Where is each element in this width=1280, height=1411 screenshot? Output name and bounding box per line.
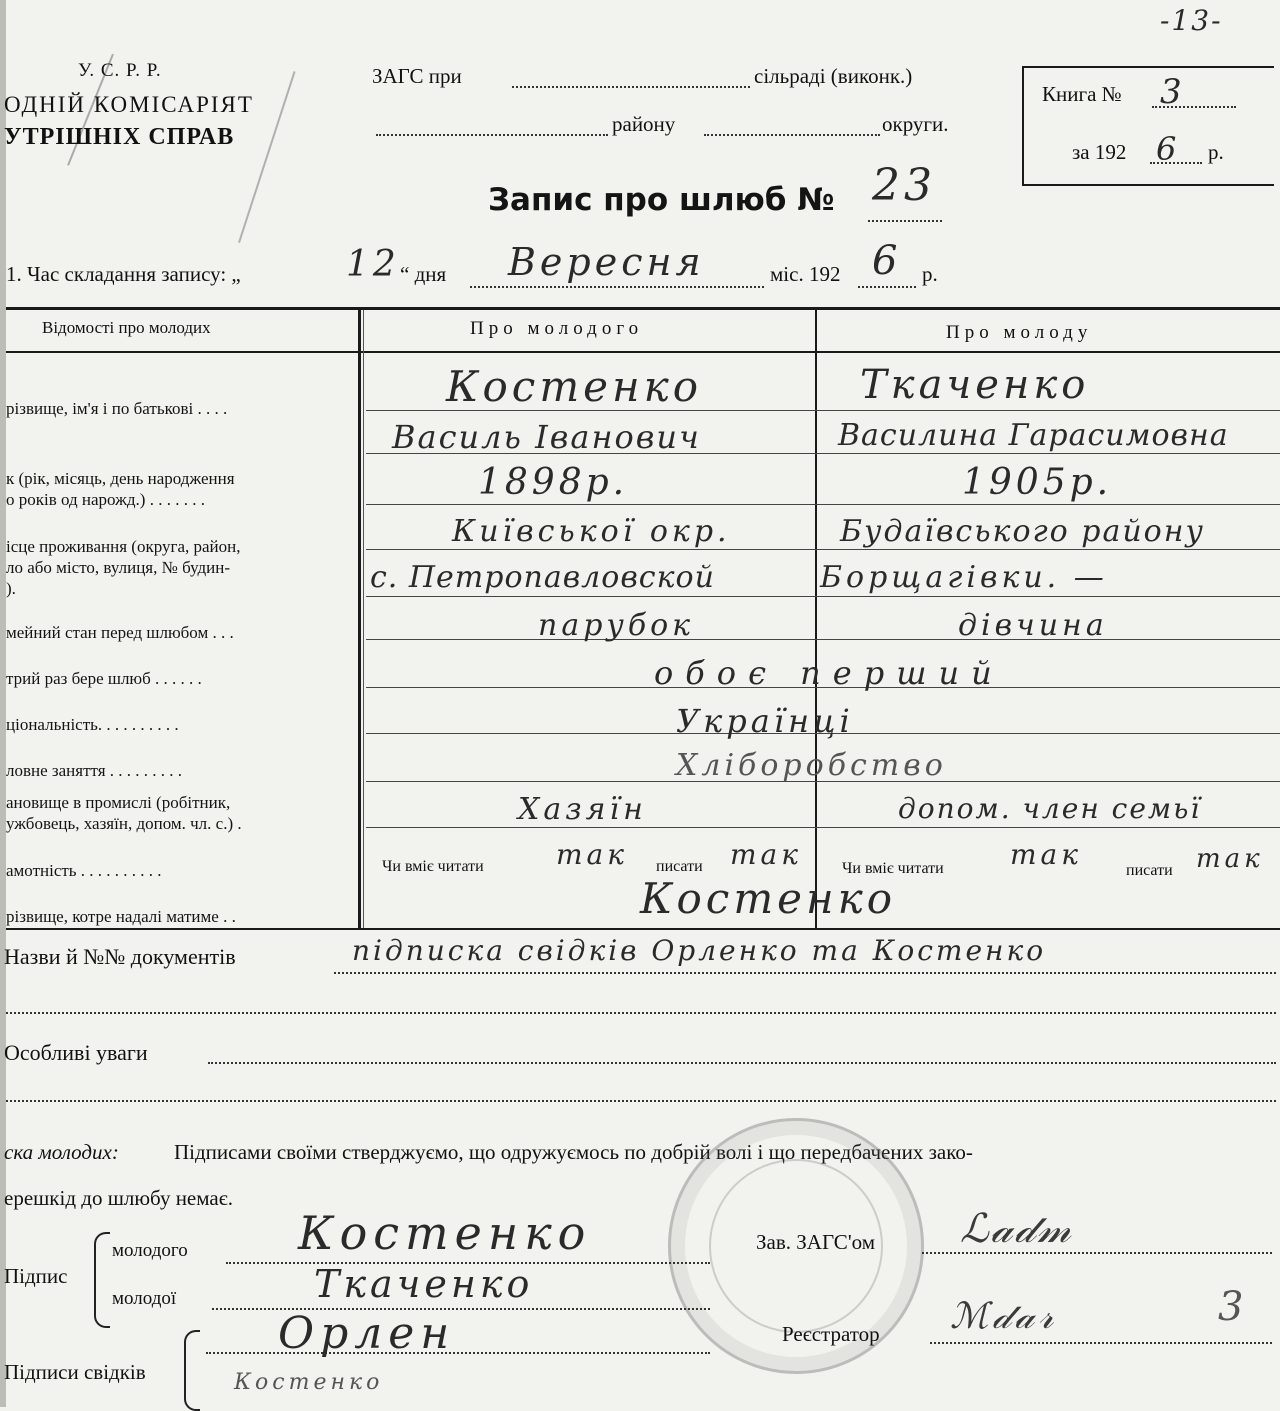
record-time-label: 1. Час складання запису: „ bbox=[6, 262, 241, 286]
bride-birth-year: 1905р. bbox=[962, 462, 1113, 503]
row-label-literacy: амотність . . . . . . . . . . bbox=[6, 861, 162, 880]
zags-prefix: ЗАГС при bbox=[372, 64, 462, 88]
bride-signature-label: молодої bbox=[112, 1288, 177, 1309]
groom-residence-1: Київської окр. bbox=[452, 514, 731, 549]
rayon-label: району bbox=[612, 112, 676, 136]
row-rule bbox=[366, 827, 1280, 828]
row-label-surname: різвище, ім'я і по батькові . . . . bbox=[6, 399, 228, 418]
row-label-marital: мейний стан перед шлюбом . . . bbox=[6, 623, 234, 642]
head-zags-line bbox=[922, 1252, 1272, 1254]
row-rule bbox=[366, 639, 1280, 640]
bride-position: допом. член семьї bbox=[898, 792, 1202, 825]
usrr-heading: У. С. Р. Р. bbox=[78, 60, 162, 81]
registrar-line bbox=[930, 1342, 1272, 1344]
table-col-divider-2 bbox=[815, 310, 817, 928]
future-surname-value: Костенко bbox=[640, 874, 897, 923]
table-top-rule bbox=[6, 307, 1280, 310]
groom-birth-year: 1898р. bbox=[478, 462, 629, 503]
times-married-value: обоє перший bbox=[654, 654, 1004, 692]
documents-fill-line-2 bbox=[6, 1012, 1276, 1014]
bride-read-value: так bbox=[1010, 838, 1082, 871]
remarks-fill-line bbox=[208, 1062, 1276, 1064]
table-header-info: Відомості про молодих bbox=[42, 318, 211, 337]
signature-label: Підпис bbox=[4, 1264, 68, 1288]
bride-write-value: так bbox=[1196, 844, 1264, 874]
declaration-text-1: Підписами своїми стверджуємо, що одружуємось по добрій волі і що передбачених зако- bbox=[174, 1140, 973, 1164]
month-fill-line bbox=[470, 286, 764, 288]
head-zags-signature: ℒ𝒶𝒹𝓂 bbox=[960, 1206, 1073, 1252]
okrug-fill-line bbox=[704, 134, 880, 136]
registrar-signature: ℳ𝒹𝒶𝓇 bbox=[950, 1296, 1058, 1337]
bride-surname: Ткаченко bbox=[860, 362, 1090, 408]
bride-residence-2: Борщагівки. — bbox=[820, 560, 1108, 595]
bride-signature: Ткаченко bbox=[314, 1262, 534, 1306]
book-number: 3 bbox=[1160, 72, 1186, 112]
documents-fill-line bbox=[334, 972, 1276, 974]
table-bottom-rule bbox=[6, 928, 1280, 930]
table-header-bride: Про молоду bbox=[946, 322, 1093, 343]
book-year-prefix: за 192 bbox=[1072, 140, 1127, 164]
declaration-lead: ска молодих: bbox=[4, 1140, 119, 1164]
groom-write-label: писати bbox=[656, 858, 703, 875]
nationality-value: Українці bbox=[676, 702, 854, 740]
remarks-fill-line-2 bbox=[6, 1100, 1276, 1102]
bride-residence-1: Будаївського району bbox=[840, 514, 1205, 549]
row-label-position-1: ановище в промислі (робітник, bbox=[6, 793, 231, 812]
groom-residence-2: с. Петропавловской bbox=[370, 560, 715, 595]
book-label: Книга № bbox=[1042, 82, 1122, 106]
row-label-residence-1: ісце проживання (округа, район, bbox=[6, 537, 241, 556]
row-label-times-married: трий раз бере шлюб . . . . . . bbox=[6, 669, 202, 688]
row-label-birth-2: о років од нарожд.) . . . . . . . bbox=[6, 490, 205, 509]
record-mis: міс. 192 bbox=[770, 262, 841, 286]
documents-label: Назви й №№ документів bbox=[4, 944, 236, 969]
row-label-occupation: ловне заняття . . . . . . . . . bbox=[6, 761, 183, 780]
row-label-position-2: ужбовець, хазяїн, допом. чл. с.) . bbox=[6, 814, 242, 833]
record-title: Запис про шлюб № bbox=[488, 182, 835, 218]
row-rule bbox=[366, 504, 1280, 505]
groom-given-names: Василь Іванович bbox=[392, 418, 701, 456]
table-header-groom: Про молодого bbox=[470, 318, 644, 339]
groom-position: Хазяїн bbox=[518, 792, 647, 827]
okrug-label: округи. bbox=[882, 112, 949, 136]
documents-value: підписка свідків Орленко та Костенко bbox=[352, 934, 1047, 967]
bride-write-label: писати bbox=[1126, 862, 1173, 879]
bride-can-read-label: Чи вміє читати bbox=[842, 860, 944, 877]
record-r: р. bbox=[922, 262, 938, 286]
bride-given-names: Василина Гарасимовна bbox=[838, 418, 1229, 453]
record-year-digit: 6 bbox=[872, 238, 902, 284]
page-number: -13- bbox=[1160, 4, 1223, 37]
row-label-birth-1: к (рік, місяць, день народження bbox=[6, 469, 235, 488]
registrar-label: Реєстратор bbox=[782, 1322, 880, 1346]
record-day: 12 bbox=[346, 244, 400, 285]
witnesses-label: Підписи свідків bbox=[4, 1360, 146, 1384]
corner-mark: 3 bbox=[1218, 1284, 1244, 1330]
groom-signature-label: молодого bbox=[112, 1240, 188, 1261]
book-year-suffix: р. bbox=[1208, 140, 1224, 164]
declaration-text-2: ерешкід до шлюбу немає. bbox=[4, 1186, 233, 1210]
row-label-future-surname: різвище, котре надалі матиме . . bbox=[6, 907, 236, 926]
record-day-close: “ дня bbox=[400, 262, 447, 286]
head-zags-label: Зав. ЗАГС'ом bbox=[756, 1230, 875, 1254]
table-header-rule bbox=[6, 351, 1280, 353]
remarks-label: Особливі уваги bbox=[4, 1040, 148, 1065]
table-col-divider-1 bbox=[358, 310, 361, 928]
groom-surname: Костенко bbox=[446, 362, 703, 411]
groom-can-read-label: Чи вміє читати bbox=[382, 858, 484, 875]
commissariat-heading-1: ОДНІЙ КОМІСАРІЯТ bbox=[4, 92, 254, 117]
row-rule bbox=[366, 549, 1280, 550]
row-label-residence-3: ). bbox=[6, 579, 16, 598]
row-label-nationality: ціональність. . . . . . . . . . bbox=[6, 715, 179, 734]
occupation-value: Хліборобство bbox=[676, 748, 947, 783]
signature-brace bbox=[94, 1232, 110, 1328]
book-year-digit: 6 bbox=[1156, 130, 1181, 168]
row-label-residence-2: ло або місто, вулиця, № будин- bbox=[6, 558, 231, 577]
groom-signature: Костенко bbox=[298, 1206, 592, 1260]
groom-write-value: так bbox=[730, 838, 802, 871]
witness-1-signature: Орлен bbox=[278, 1308, 456, 1359]
rayon-fill-line bbox=[376, 134, 608, 136]
commissariat-heading-2: УТРІШНІХ СПРАВ bbox=[4, 124, 235, 150]
table-col-divider-1b bbox=[363, 310, 364, 928]
groom-marital-status: парубок bbox=[538, 608, 695, 643]
bride-marital-status: дівчина bbox=[958, 608, 1108, 643]
record-month: Вересня bbox=[508, 240, 705, 284]
groom-read-value: так bbox=[556, 838, 628, 871]
silrada-label: сільраді (виконк.) bbox=[754, 64, 913, 88]
record-number-fill-line bbox=[868, 220, 942, 222]
witness-2-signature: Костенко bbox=[234, 1370, 384, 1395]
record-number: 23 bbox=[872, 160, 936, 211]
record-year-fill-line bbox=[858, 286, 916, 288]
zags-fill-line bbox=[512, 86, 750, 88]
row-rule bbox=[366, 596, 1280, 597]
witnesses-brace bbox=[184, 1330, 200, 1411]
